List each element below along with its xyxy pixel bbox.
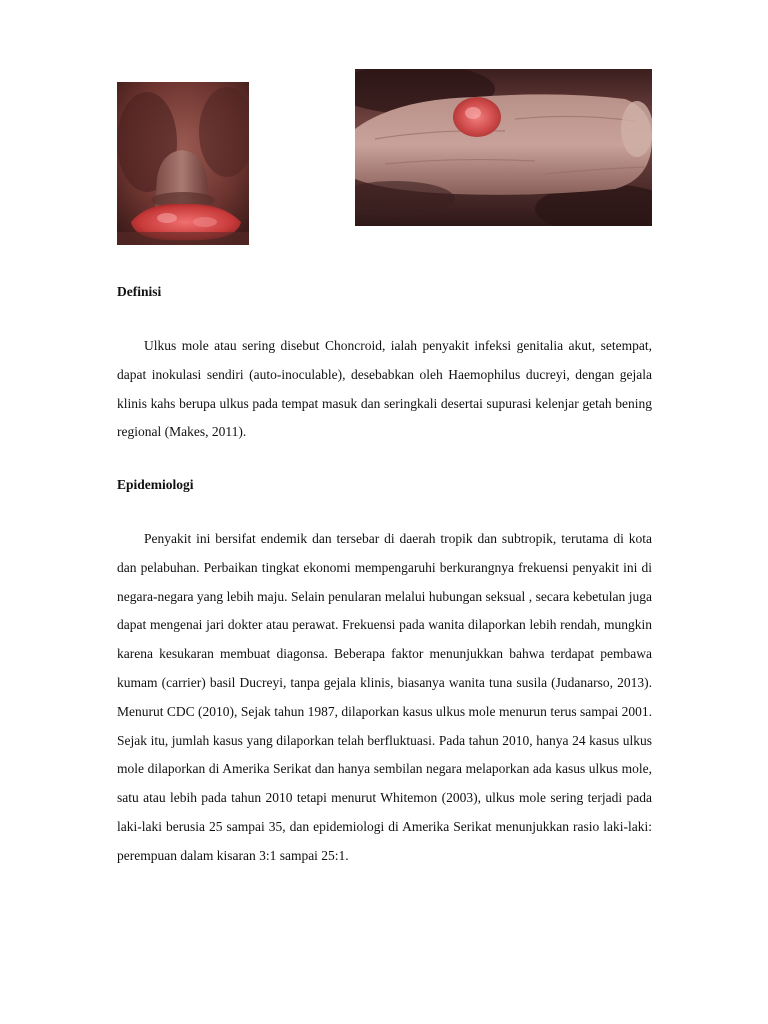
clinical-photo-icon [117,82,249,245]
clinical-photo-icon [355,69,652,226]
clinical-photo-right [355,69,652,226]
section-heading-definisi: Definisi [117,284,162,299]
paragraph-epidemiologi: Penyakit ini bersifat endemik dan tersebar di daerah tropik dan subtropik, terutama di kota dan pelabuhan. Perbaikan tingkat ekonomi mempengaruhi berkurangnya frekuensi penyakit ini di negara-negara yang lebih maju. Selain penularan melalui hubungan seksual , secara kebetulan juga dapat mengenai jari dokter atau perawat. Frekuensi pada wanita dilaporkan lebih rendah, mungkin karena kesukaran membuat diagonsa. Beberapa faktor menunjukkan bahwa terdapat pembawa kumam (carrier) basil Ducreyi, tanpa gejala klinis, biasanya wanita tuna susila (Judanarso, 2013). Menurut CDC (2010), Sejak tahun 1987, dilaporkan kasus ulkus mole menurun terus sampai 2001. Sejak itu, jumlah kasus yang dilaporkan telah berfluktuasi. Pada tahun 2010, hanya 24 kasus ulkus mole dilaporkan di Amerika Serikat dan hanya sembilan negara melaporkan ada kasus ulkus mole, satu atau lebih pada tahun 2010 tetapi menurut Whitemon (2003), ulkus mole sering terjadi pada laki-laki berusia 25 sampai 35, dan epidemiologi di Amerika Serikat menunjukkan rasio laki-laki: perempuan dalam kisaran 3:1 sampai 25:1. [117,531,652,863]
clinical-photo-left [117,82,249,245]
section-heading-epidemiologi: Epidemiologi [117,477,194,492]
paragraph-definisi: Ulkus mole atau sering disebut Choncroid, ialah penyakit infeksi genitalia akut, setempat, dapat inokulasi sendiri (auto-inoculable), desebabkan oleh Haemophilus ducreyi, dengan gejala klinis kahs berupa ulkus pada tempat masuk dan seringkali desertai supurasi kelenjar getah bening regional (Makes, 2011). [117,338,652,440]
